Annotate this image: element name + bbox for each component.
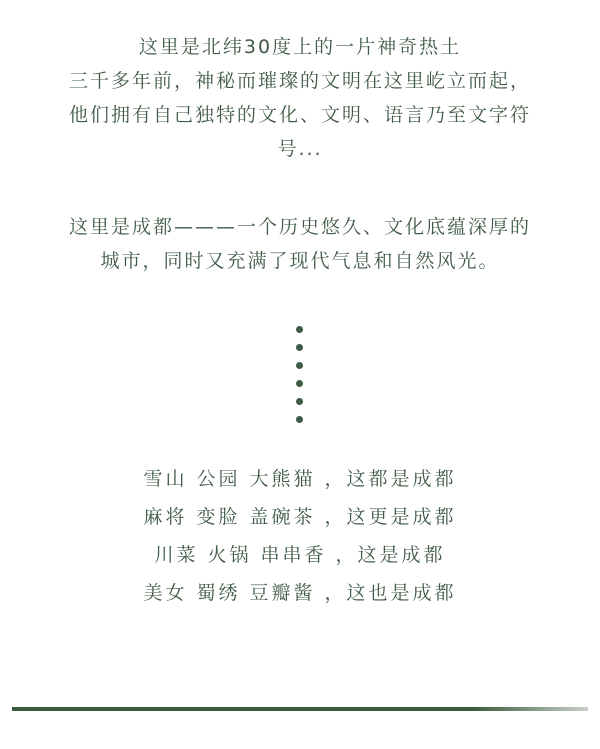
poem-block xyxy=(0,460,600,612)
poem-line: 川菜 火锅 串串香 ，这是成都 xyxy=(154,544,446,566)
vertical-dots-divider xyxy=(294,326,304,434)
intro-line: 这里是北纬30度上的一片神奇热土 xyxy=(138,36,462,58)
intro-line: 他们拥有自己独特的文化、文明、语言乃至文字符 xyxy=(68,104,531,126)
poem-line: 麻将 变脸 盖碗茶 ，这更是成都 xyxy=(143,506,457,528)
poem-line: 雪山 公园 大熊猫 ，这都是成都 xyxy=(143,468,457,490)
bottom-divider-rule xyxy=(12,707,588,711)
divider-dot xyxy=(296,326,303,333)
divider-dot xyxy=(296,344,303,351)
chengdu-line: 这里是成都———一个历史悠久、文化底蕴深厚的 xyxy=(68,216,531,238)
chengdu-line: 城市，同时又充满了现代气息和自然风光。 xyxy=(100,250,500,272)
intro-line: 三千多年前，神秘而璀璨的文明在这里屹立而起， xyxy=(68,70,531,92)
divider-dot xyxy=(296,380,303,387)
chengdu-paragraph xyxy=(0,210,600,278)
intro-line: 号... xyxy=(277,138,323,160)
divider-dot xyxy=(296,398,303,405)
poem-line: 美女 蜀绣 豆瓣酱 ，这也是成都 xyxy=(143,582,457,604)
intro-paragraph xyxy=(0,30,600,166)
divider-dot xyxy=(296,362,303,369)
divider-dot xyxy=(296,416,303,423)
